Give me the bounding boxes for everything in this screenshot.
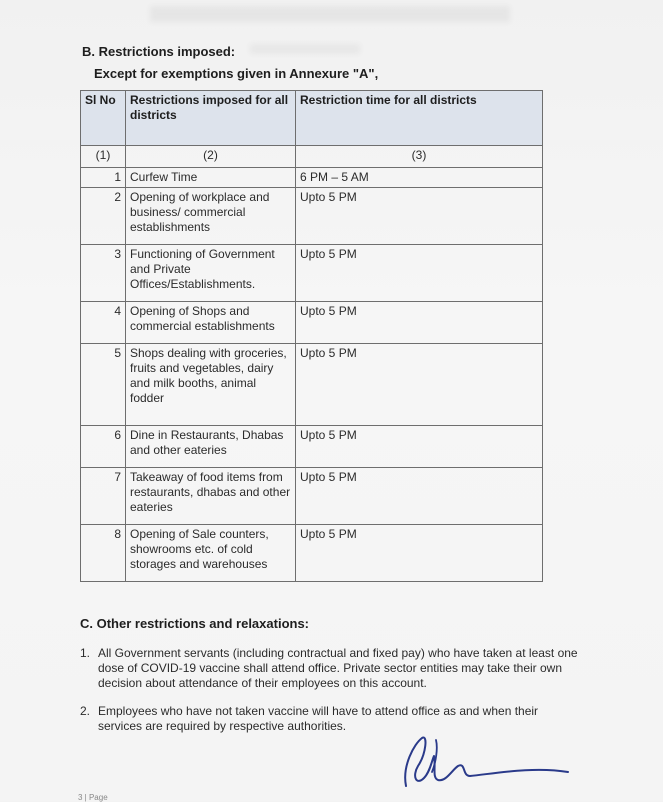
row-sl-no: 2: [81, 188, 126, 245]
row-time: Upto 5 PM: [296, 188, 543, 245]
header-restrictions: Restrictions imposed for all districts: [126, 91, 296, 146]
row-time: Upto 5 PM: [296, 525, 543, 582]
section-b-title: B. Restrictions imposed:: [82, 44, 236, 59]
table-row: [81, 525, 543, 582]
table-row: [81, 426, 543, 468]
row-sl-no: 4: [81, 302, 126, 344]
row-restriction: Takeaway of food items from restaurants, dhabas and other eateries: [126, 468, 296, 525]
row-sl-no: 5: [81, 344, 126, 426]
table-header-row: [81, 91, 543, 146]
row-sl-no: 8: [81, 525, 126, 582]
row-restriction: Curfew Time: [126, 168, 296, 188]
row-time: Upto 5 PM: [296, 344, 543, 426]
column-number: (2): [126, 146, 296, 168]
section-c-title: C. Other restrictions and relaxations:: [80, 616, 310, 631]
list-item-number: 1.: [80, 646, 91, 660]
table-row: [81, 168, 543, 188]
table-row: [81, 344, 543, 426]
column-number: (1): [81, 146, 126, 168]
table-row: [81, 188, 543, 245]
list-item-number: 2.: [80, 704, 91, 718]
column-number-row: [81, 146, 543, 168]
table-row: [81, 302, 543, 344]
header-restriction-time: Restriction time for all districts: [296, 91, 543, 146]
row-time: Upto 5 PM: [296, 302, 543, 344]
row-restriction: Opening of Sale counters, showrooms etc. of cold storages and warehouses: [126, 525, 296, 582]
column-number: (3): [296, 146, 543, 168]
row-sl-no: 7: [81, 468, 126, 525]
row-restriction: Opening of Shops and commercial establishments: [126, 302, 296, 344]
table-row: [81, 468, 543, 525]
page-footer: 3 | Page: [78, 793, 108, 802]
row-time: Upto 5 PM: [296, 426, 543, 468]
row-time: 6 PM – 5 AM: [296, 168, 543, 188]
list-item-text: All Government servants (including contractual and fixed pay) who have taken at least one dose of COVID-19 vaccine shall attend office. Private sector entities may take their own decision about attendance of their employees on this account.: [98, 646, 578, 690]
section-b-subtitle: Except for exemptions given in Annexure "A",: [94, 66, 379, 81]
restrictions-table: [80, 90, 543, 582]
row-time: Upto 5 PM: [296, 468, 543, 525]
bleed-through-text: [250, 44, 360, 54]
signature-image: [392, 726, 572, 796]
row-time: Upto 5 PM: [296, 245, 543, 302]
table-row: [81, 245, 543, 302]
list-item-text: Employees who have not taken vaccine will have to attend office as and when their services are required by respective authorities.: [98, 704, 539, 733]
row-sl-no: 3: [81, 245, 126, 302]
row-restriction: Shops dealing with groceries, fruits and vegetables, dairy and milk booths, animal fodder: [126, 344, 296, 426]
header-sl-no: Sl No: [81, 91, 126, 146]
row-sl-no: 1: [81, 168, 126, 188]
bleed-through-text: [150, 6, 510, 22]
row-restriction: Opening of workplace and business/ commercial establishments: [126, 188, 296, 245]
row-restriction: Functioning of Government and Private Offices/Establishments.: [126, 245, 296, 302]
row-sl-no: 6: [81, 426, 126, 468]
row-restriction: Dine in Restaurants, Dhabas and other eateries: [126, 426, 296, 468]
